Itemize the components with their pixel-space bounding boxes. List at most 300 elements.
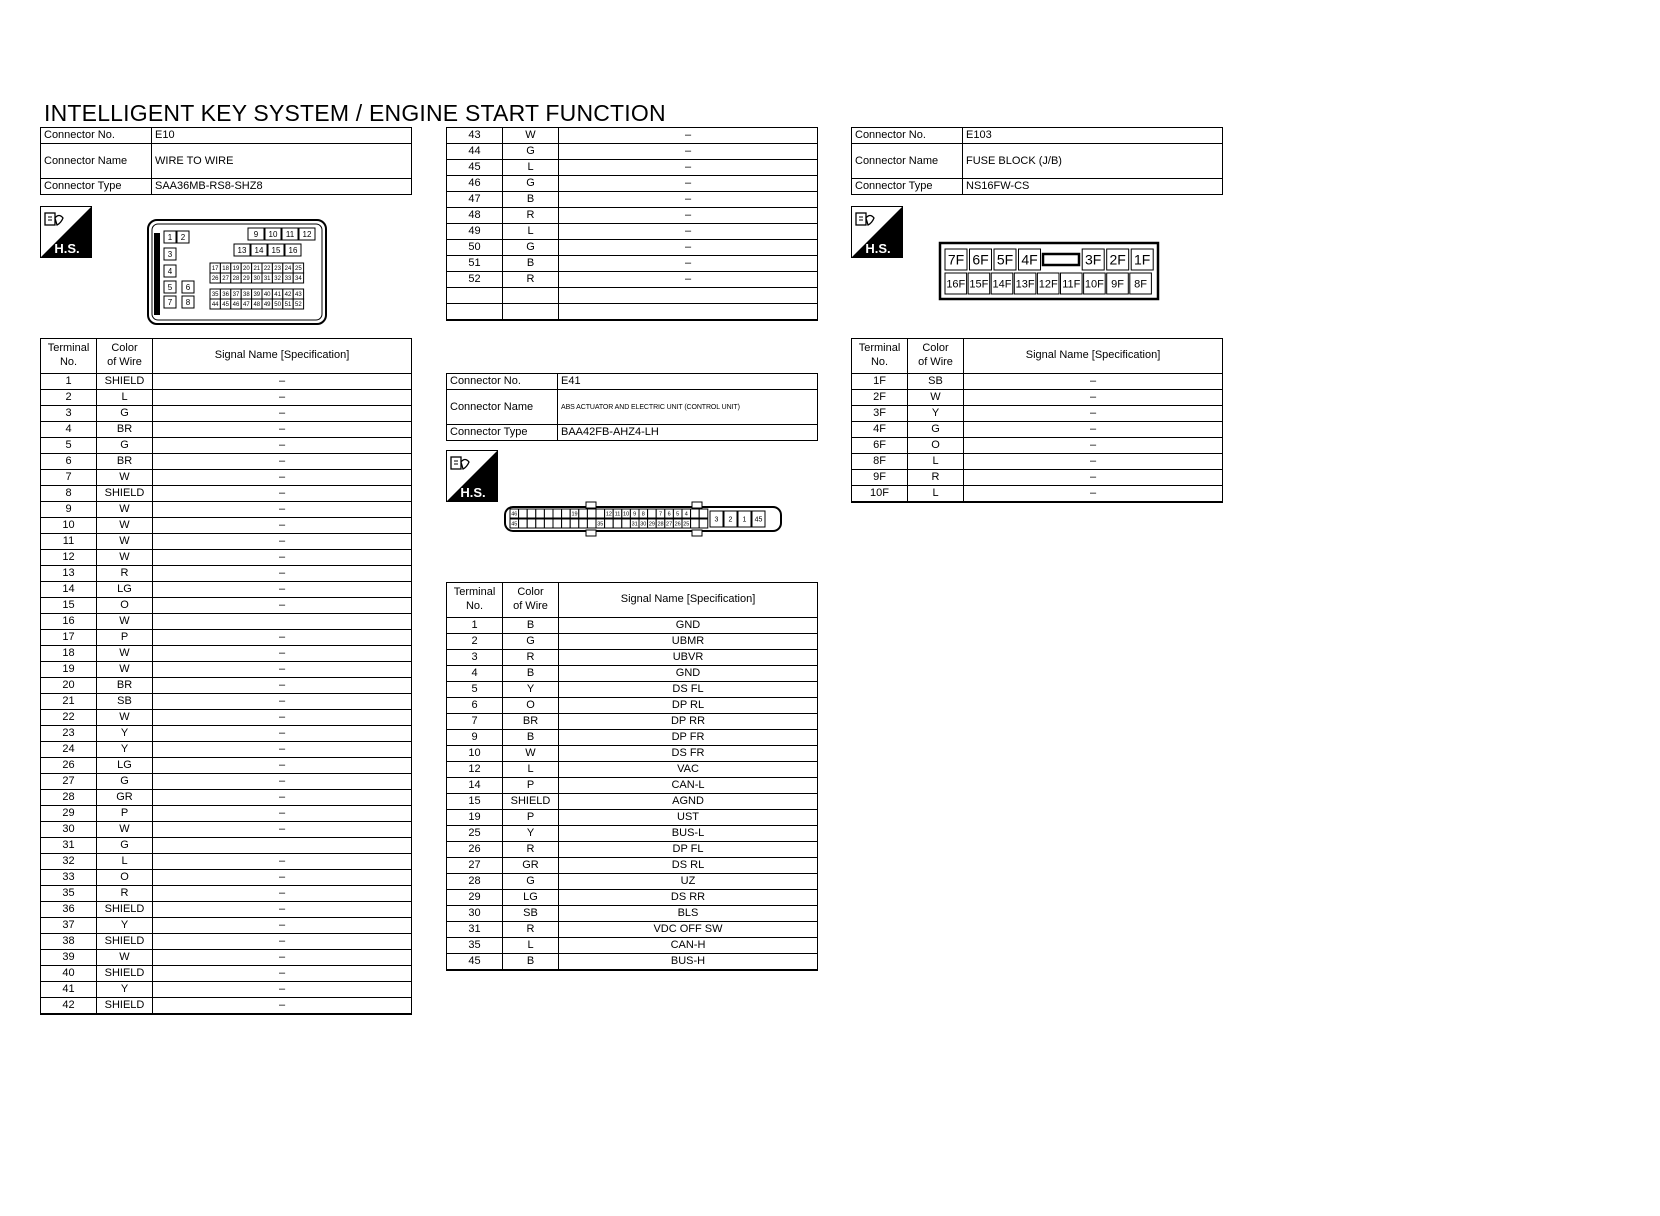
pin-cavity <box>553 509 562 518</box>
table-row <box>41 854 412 870</box>
pin-label: 29 <box>648 521 655 528</box>
wire-color-cell: SHIELD <box>97 966 153 982</box>
pin-cavity <box>579 519 588 528</box>
signal-name-cell: – <box>964 454 1223 470</box>
pin-label: 31 <box>631 521 638 528</box>
terminal-no-cell <box>447 304 503 321</box>
pin-label: 24 <box>284 266 292 273</box>
table-row <box>447 176 818 192</box>
signal-name-cell: – <box>153 406 412 422</box>
wire-color-header: Color of Wire <box>97 339 153 374</box>
table-row <box>447 698 818 714</box>
pin-label: 15F <box>969 278 989 291</box>
table-row <box>41 902 412 918</box>
signal-name-cell: – <box>153 678 412 694</box>
terminal-no-cell: 44 <box>447 144 503 160</box>
signal-name-cell: – <box>559 192 818 208</box>
wire-color-cell: R <box>503 922 559 938</box>
wire-color-cell: G <box>503 634 559 650</box>
pin-label: 52 <box>295 302 302 309</box>
pin-cavity <box>562 519 571 528</box>
terminal-no-cell: 9F <box>852 470 908 486</box>
table-row <box>447 208 818 224</box>
table-row <box>41 454 412 470</box>
signal-name-cell: – <box>153 966 412 982</box>
harness-side-icon <box>446 450 498 502</box>
terminal-no-header: Terminal No. <box>852 339 908 374</box>
wire-color-cell: G <box>503 144 559 160</box>
terminal-no-cell: 19 <box>447 810 503 826</box>
table-row <box>41 470 412 486</box>
pin-label: 25 <box>683 521 690 528</box>
table-row <box>447 810 818 826</box>
signal-name-cell: DP RR <box>559 714 818 730</box>
terminal-no-header: Terminal No. <box>447 583 503 618</box>
pin-cavity <box>587 519 596 528</box>
wire-color-cell: R <box>503 272 559 288</box>
table-row <box>447 762 818 778</box>
terminal-table-e41 <box>446 582 818 971</box>
wire-color-cell: G <box>503 874 559 890</box>
pin-label: 12F <box>1038 278 1058 291</box>
table-row <box>41 582 412 598</box>
wire-color-cell: BR <box>503 714 559 730</box>
terminal-table-e10-continued <box>446 127 818 321</box>
terminal-no-cell: 8 <box>41 486 97 502</box>
signal-name-cell: – <box>559 272 818 288</box>
signal-name-cell: – <box>153 518 412 534</box>
table-row <box>447 224 818 240</box>
signal-name-cell: BUS-L <box>559 826 818 842</box>
terminal-no-cell: 28 <box>41 790 97 806</box>
table-row <box>41 918 412 934</box>
wire-color-cell: O <box>97 598 153 614</box>
pin-label: 30 <box>640 521 647 528</box>
signal-name-cell: – <box>153 950 412 966</box>
terminal-no-cell: 11 <box>41 534 97 550</box>
terminal-no-cell: 49 <box>447 224 503 240</box>
wire-color-cell: G <box>97 838 153 854</box>
pin-label: 28 <box>657 521 664 528</box>
wire-color-cell: W <box>503 128 559 144</box>
pin-label: 46 <box>232 302 240 309</box>
pin-label: 9 <box>633 511 637 518</box>
wire-color-header: Color of Wire <box>503 583 559 618</box>
signal-name-cell: DS RL <box>559 858 818 874</box>
signal-name-cell: – <box>153 790 412 806</box>
terminal-no-cell: 14 <box>41 582 97 598</box>
wire-color-cell: P <box>97 806 153 822</box>
pin-cavity <box>519 509 528 518</box>
signal-name-cell: – <box>964 438 1223 454</box>
wire-color-cell: LG <box>97 758 153 774</box>
pin-label: 16F <box>946 278 966 291</box>
terminal-table-e103 <box>851 338 1223 503</box>
terminal-no-cell: 16 <box>41 614 97 630</box>
pin-label: 39 <box>253 292 261 299</box>
signal-name-cell: – <box>153 502 412 518</box>
table-row <box>41 998 412 1015</box>
signal-name-cell: – <box>153 694 412 710</box>
terminal-no-cell: 27 <box>41 774 97 790</box>
table-row <box>41 758 412 774</box>
wire-color-cell: W <box>97 710 153 726</box>
pin-label: 45 <box>222 302 229 309</box>
wire-color-cell: W <box>97 534 153 550</box>
signal-name-cell: – <box>964 390 1223 406</box>
pin-label: 34 <box>295 276 302 283</box>
signal-name-cell: – <box>559 144 818 160</box>
signal-name-cell: – <box>153 934 412 950</box>
terminal-no-cell: 17 <box>41 630 97 646</box>
pin-cavity <box>648 509 657 518</box>
signal-name-header: Signal Name [Specification] <box>559 583 818 618</box>
pin-cavity <box>691 519 700 528</box>
terminal-no-cell: 6 <box>447 698 503 714</box>
signal-name-cell: – <box>153 662 412 678</box>
wire-color-cell: W <box>908 390 964 406</box>
pin-label: 45 <box>511 521 518 528</box>
signal-name-cell: DS RR <box>559 890 818 906</box>
table-row <box>41 406 412 422</box>
table-row <box>41 534 412 550</box>
table-row <box>447 954 818 971</box>
terminal-no-cell: 29 <box>447 890 503 906</box>
signal-name-cell: – <box>153 374 412 390</box>
pin-label: 23 <box>274 266 281 273</box>
connector-name-label: Connector Name <box>41 144 152 179</box>
terminal-no-cell: 3 <box>41 406 97 422</box>
table-row <box>447 634 818 650</box>
table-row <box>41 886 412 902</box>
wire-color-cell: G <box>97 438 153 454</box>
table-row <box>852 422 1223 438</box>
terminal-no-cell: 20 <box>41 678 97 694</box>
pin-label: 10F <box>1084 278 1104 291</box>
signal-name-cell <box>559 304 818 321</box>
terminal-no-cell: 29 <box>41 806 97 822</box>
wire-color-cell: B <box>503 256 559 272</box>
pin-cavity <box>562 509 571 518</box>
pin-label: 3F <box>1085 251 1102 268</box>
pin-label: 26 <box>674 521 681 528</box>
signal-name-cell: – <box>153 886 412 902</box>
signal-name-cell: – <box>153 806 412 822</box>
table-row <box>447 714 818 730</box>
connector-type-label: Connector Type <box>41 179 152 195</box>
table-row <box>447 160 818 176</box>
wire-color-cell: B <box>503 618 559 634</box>
terminal-no-cell: 12 <box>41 550 97 566</box>
wire-color-cell: BR <box>97 678 153 694</box>
pin-label: 8 <box>641 511 645 518</box>
wire-color-cell: R <box>503 650 559 666</box>
table-row <box>41 518 412 534</box>
pin-label: 50 <box>274 302 281 309</box>
pin-cavity <box>544 509 553 518</box>
pin-label: 51 <box>284 302 292 309</box>
wire-color-cell: L <box>908 486 964 503</box>
signal-name-cell: – <box>153 534 412 550</box>
table-row <box>41 726 412 742</box>
pin-label: 40 <box>263 292 271 299</box>
table-row <box>41 374 412 390</box>
table-row <box>41 966 412 982</box>
signal-name-header: Signal Name [Specification] <box>964 339 1223 374</box>
terminal-no-cell: 35 <box>447 938 503 954</box>
signal-name-cell: – <box>153 758 412 774</box>
wire-color-cell: G <box>97 406 153 422</box>
page-title: INTELLIGENT KEY SYSTEM / ENGINE START FUNCTION <box>44 100 666 126</box>
terminal-no-cell: 4 <box>447 666 503 682</box>
pin-label: 1 <box>742 516 747 524</box>
pin-label: 36 <box>222 292 229 299</box>
pin-cavity <box>579 509 588 518</box>
table-row <box>41 422 412 438</box>
table-row <box>447 304 818 321</box>
signal-name-cell <box>153 614 412 630</box>
signal-name-cell: GND <box>559 618 818 634</box>
signal-name-cell: – <box>153 566 412 582</box>
wire-color-cell: B <box>503 730 559 746</box>
connector-face-e10 <box>147 219 327 325</box>
terminal-no-cell: 2 <box>41 390 97 406</box>
terminal-no-cell: 30 <box>447 906 503 922</box>
terminal-no-cell: 13 <box>41 566 97 582</box>
signal-name-cell: VDC OFF SW <box>559 922 818 938</box>
pin-label: 11 <box>285 229 295 239</box>
pin-label: 6F <box>972 251 989 268</box>
wire-color-cell: W <box>97 646 153 662</box>
signal-name-cell: CAN-H <box>559 938 818 954</box>
signal-name-cell: – <box>153 854 412 870</box>
wire-color-cell: L <box>503 762 559 778</box>
table-row <box>41 710 412 726</box>
connector-face-e103 <box>939 242 1159 300</box>
table-row <box>447 922 818 938</box>
wire-color-cell: Y <box>97 726 153 742</box>
pin-cavity <box>553 519 562 528</box>
table-row <box>852 470 1223 486</box>
terminal-no-cell: 21 <box>41 694 97 710</box>
signal-name-cell: DP FR <box>559 730 818 746</box>
terminal-no-cell: 27 <box>447 858 503 874</box>
pin-label: 1F <box>1134 251 1151 268</box>
pin-label: 41 <box>274 292 281 299</box>
pin-label: 16 <box>288 245 298 255</box>
pin-label: 44 <box>211 302 219 309</box>
pin-label: 35 <box>211 292 219 299</box>
signal-name-cell: – <box>559 208 818 224</box>
terminal-no-cell: 18 <box>41 646 97 662</box>
connector-no-value: E41 <box>558 374 818 390</box>
signal-name-cell: – <box>153 630 412 646</box>
pin-label: 2 <box>728 516 733 524</box>
connector-type-label: Connector Type <box>447 425 558 441</box>
pin-label: 14F <box>992 278 1012 291</box>
terminal-no-cell: 10 <box>447 746 503 762</box>
terminal-no-cell: 9 <box>41 502 97 518</box>
terminal-no-cell: 45 <box>447 160 503 176</box>
terminal-no-cell: 33 <box>41 870 97 886</box>
pin-cavity <box>622 519 631 528</box>
wire-color-cell: W <box>97 614 153 630</box>
table-row <box>447 144 818 160</box>
terminal-no-cell: 31 <box>447 922 503 938</box>
terminal-no-cell: 6 <box>41 454 97 470</box>
pin-cavity <box>536 509 545 518</box>
signal-name-cell: – <box>153 742 412 758</box>
pin-label: 33 <box>284 276 292 283</box>
pin-label: 7F <box>947 251 965 268</box>
connector-type-value: SAA36MB-RS8-SHZ8 <box>152 179 412 195</box>
table-row <box>852 454 1223 470</box>
pin-label: 42 <box>284 292 292 299</box>
terminal-table-e10 <box>40 338 412 1015</box>
pin-label: 46 <box>511 511 518 518</box>
table-row <box>41 678 412 694</box>
table-row <box>41 630 412 646</box>
pin-label: 47 <box>243 302 250 309</box>
table-row <box>41 790 412 806</box>
wire-color-cell: Y <box>97 918 153 934</box>
pin-label: 18 <box>222 266 229 273</box>
wire-color-cell: R <box>97 566 153 582</box>
signal-name-cell: – <box>964 374 1223 390</box>
wire-color-cell: R <box>97 886 153 902</box>
harness-side-icon <box>851 206 903 258</box>
terminal-no-cell: 1 <box>447 618 503 634</box>
connector-name-label: Connector Name <box>852 144 963 179</box>
table-row <box>41 662 412 678</box>
wire-color-cell: SB <box>503 906 559 922</box>
signal-name-cell: – <box>153 422 412 438</box>
wire-color-cell: W <box>97 950 153 966</box>
connector-name-value: WIRE TO WIRE <box>152 144 412 179</box>
terminal-no-cell: 48 <box>447 208 503 224</box>
terminal-no-cell: 3F <box>852 406 908 422</box>
wire-color-cell: L <box>97 854 153 870</box>
wire-color-cell: O <box>97 870 153 886</box>
connector-name-label: Connector Name <box>447 390 558 425</box>
signal-name-cell <box>153 838 412 854</box>
terminal-no-cell: 2 <box>447 634 503 650</box>
pin-label: 6 <box>667 511 671 518</box>
signal-name-cell: – <box>153 646 412 662</box>
wire-color-cell: O <box>908 438 964 454</box>
wire-color-cell: G <box>97 774 153 790</box>
signal-name-cell <box>559 288 818 304</box>
pin-cavity <box>699 519 708 528</box>
table-row <box>447 938 818 954</box>
wire-color-cell: W <box>97 822 153 838</box>
terminal-no-cell: 46 <box>447 176 503 192</box>
table-row <box>447 682 818 698</box>
wire-color-cell: Y <box>97 742 153 758</box>
wire-color-cell: B <box>503 666 559 682</box>
signal-name-cell: DP RL <box>559 698 818 714</box>
terminal-no-cell: 1F <box>852 374 908 390</box>
pin-label: 8 <box>185 297 191 307</box>
table-row <box>852 438 1223 454</box>
table-row <box>41 566 412 582</box>
table-row <box>447 794 818 810</box>
signal-name-cell: – <box>964 486 1223 503</box>
terminal-no-cell: 40 <box>41 966 97 982</box>
signal-name-cell: UBVR <box>559 650 818 666</box>
signal-name-cell: – <box>559 128 818 144</box>
terminal-no-cell: 6F <box>852 438 908 454</box>
wire-color-cell: G <box>503 176 559 192</box>
pin-label: 45 <box>754 516 763 524</box>
wire-color-cell <box>503 288 559 304</box>
pin-label: 9F <box>1111 278 1124 291</box>
terminal-no-cell: 30 <box>41 822 97 838</box>
key-slot <box>1043 254 1079 265</box>
terminal-no-cell: 1 <box>41 374 97 390</box>
terminal-no-cell: 47 <box>447 192 503 208</box>
pin-label: 3 <box>167 249 173 259</box>
pin-label: 7 <box>658 511 663 518</box>
wire-color-cell: BR <box>97 454 153 470</box>
pin-cavity <box>587 509 596 518</box>
wire-color-cell: P <box>503 778 559 794</box>
pin-label: 27 <box>666 521 673 528</box>
terminal-no-cell: 31 <box>41 838 97 854</box>
terminal-no-cell: 10F <box>852 486 908 503</box>
wire-color-cell: L <box>503 160 559 176</box>
wire-color-cell: Y <box>97 982 153 998</box>
table-row <box>41 950 412 966</box>
table-row <box>447 906 818 922</box>
wire-color-cell: W <box>97 502 153 518</box>
signal-name-cell: BUS-H <box>559 954 818 971</box>
wire-color-cell: R <box>503 208 559 224</box>
wire-color-header: Color of Wire <box>908 339 964 374</box>
signal-name-header: Signal Name [Specification] <box>153 339 412 374</box>
wire-color-cell: W <box>97 518 153 534</box>
terminal-no-cell: 24 <box>41 742 97 758</box>
connector-type-label: Connector Type <box>852 179 963 195</box>
signal-name-cell: UBMR <box>559 634 818 650</box>
signal-name-cell: UZ <box>559 874 818 890</box>
signal-name-cell: – <box>153 726 412 742</box>
connector-name-value: ABS ACTUATOR AND ELECTRIC UNIT (CONTROL UNIT) <box>558 390 818 425</box>
wire-color-cell: W <box>97 550 153 566</box>
signal-name-cell: UST <box>559 810 818 826</box>
table-row <box>41 614 412 630</box>
terminal-no-cell: 10 <box>41 518 97 534</box>
pin-cavity <box>596 509 605 518</box>
table-row <box>852 486 1223 503</box>
terminal-no-cell: 14 <box>447 778 503 794</box>
pin-label: 1 <box>167 232 173 242</box>
pin-cavity <box>527 519 536 528</box>
table-row <box>447 858 818 874</box>
table-row <box>447 778 818 794</box>
table-row <box>447 874 818 890</box>
table-row <box>447 192 818 208</box>
signal-name-cell: – <box>559 176 818 192</box>
terminal-no-cell: 22 <box>41 710 97 726</box>
wire-color-cell: W <box>503 746 559 762</box>
signal-name-cell: DS FR <box>559 746 818 762</box>
table-row <box>41 822 412 838</box>
terminal-no-cell: 2F <box>852 390 908 406</box>
signal-name-cell: – <box>153 390 412 406</box>
pin-label: 19 <box>571 511 578 518</box>
pin-cavity <box>699 509 708 518</box>
